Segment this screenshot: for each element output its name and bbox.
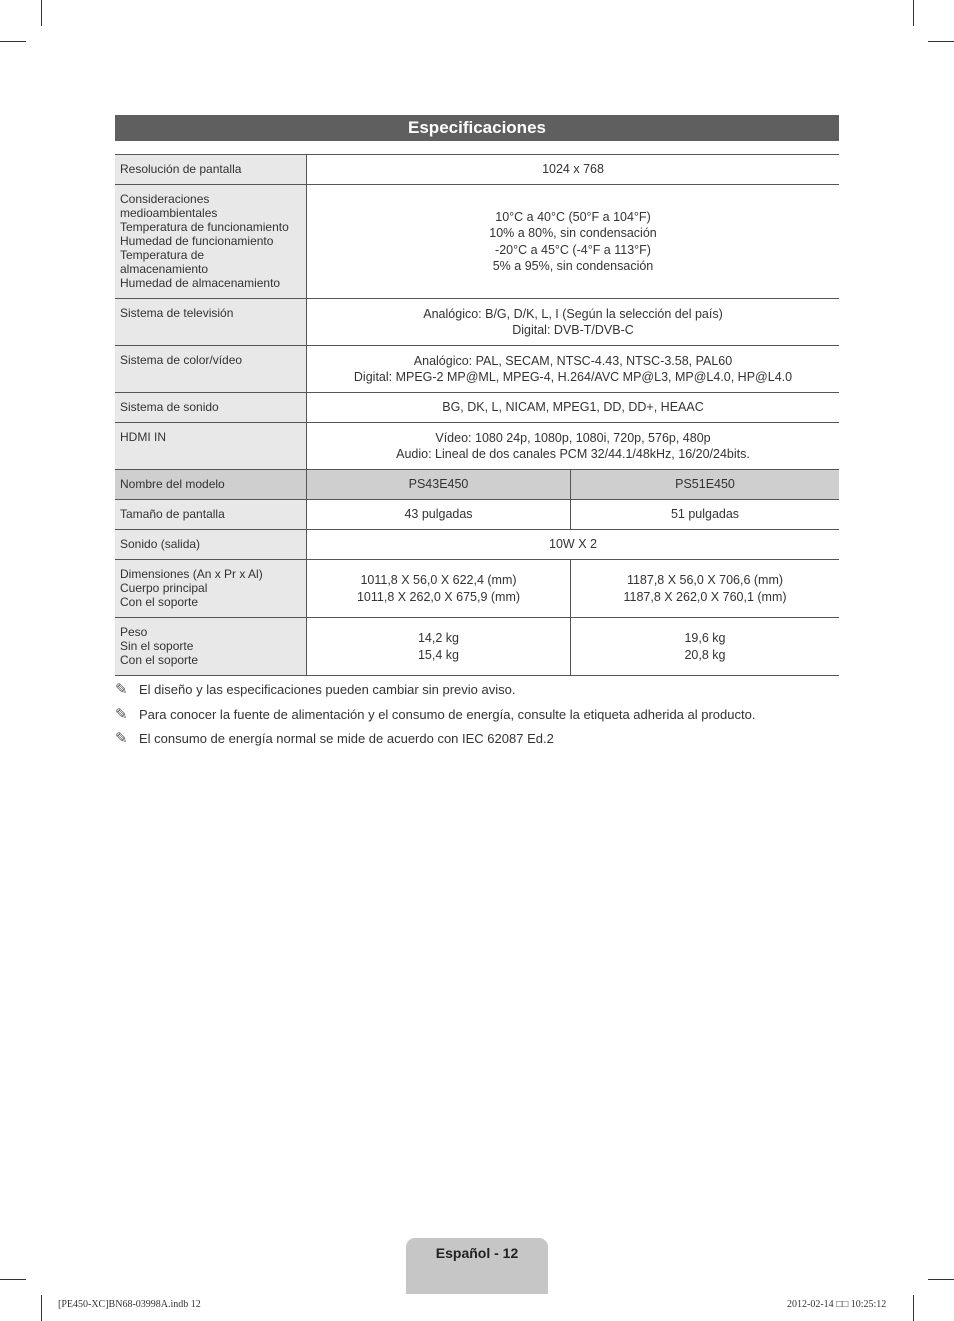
spec-value-line: Analógico: B/G, D/K, L, I (Según la selección del país) [423,306,723,321]
spec-value-line: PS43E450 [408,477,469,492]
spec-value-line: 1187,8 X 56,0 X 706,6 (mm) [626,573,784,587]
spec-label-line: Tamaño de pantalla [120,507,225,521]
spec-value [307,155,840,185]
spec-value [307,393,840,423]
spec-label-line: Cuerpo principal [120,581,208,595]
spec-value-line: 1011,8 X 262,0 X 675,9 (mm) [356,589,521,604]
table-row [115,346,839,393]
section-title: Especificaciones [115,115,839,141]
spec-label [115,423,307,470]
spec-label-line: almacenamiento [120,262,209,276]
spec-value-line: 15,4 kg [417,647,459,662]
note-item [115,680,839,705]
spec-label [115,560,307,618]
imprint-left: [PE450-XC]BN68-03998A.indb 12 [58,1299,201,1310]
crop-mark [913,0,914,26]
spec-label-line: Sistema de sonido [120,400,219,414]
table-row [115,560,839,618]
spec-value-line: 1011,8 X 56,0 X 622,4 (mm) [360,573,517,587]
crop-mark [41,1295,42,1321]
spec-value-line: 20,8 kg [684,647,726,662]
table-row [115,500,839,530]
spec-label [115,618,307,676]
model-a-value [307,618,571,676]
spec-label-line: Humedad de funcionamiento [120,234,274,248]
spec-label-line: Sin el soporte [120,639,194,653]
spec-label-line: Dimensiones (An x Pr x Al) [120,567,263,581]
spec-label-line: Sistema de televisión [120,306,234,320]
spec-value-line: PS51E450 [675,477,735,492]
spec-label-line: Sistema de color/vídeo [120,353,243,367]
spec-value-line: 10°C a 40°C (50°F a 104°F) [495,209,651,224]
spec-value-line: Audio: Lineal de dos canales PCM 32/44.1/48kHz, 16/20/24bits. [396,447,750,461]
model-b-value [571,618,840,676]
model-a-value [307,500,571,530]
model-b-value [571,470,840,500]
spec-value-line: Digital: MPEG-2 MP@ML, MPEG-4, H.264/AVC MP@L3, MP@L4.0, HP@L4.0 [353,370,793,384]
table-row [115,423,839,470]
spec-label [115,393,307,423]
model-b-value [571,560,840,618]
spec-value [307,185,840,299]
spec-value-line: Vídeo: 1080 24p, 1080p, 1080i, 720p, 576p, 480p [435,430,711,445]
crop-mark [0,1279,26,1280]
note-text: El diseño y las especificaciones pueden cambiar sin previo aviso. [139,682,516,697]
spec-value-line: 5% a 95%, sin condensación [492,259,654,273]
spec-label-line: Temperatura de funcionamiento [120,220,289,234]
table-row [115,618,839,676]
note-text: Para conocer la fuente de alimentación y el consumo de energía, consulte la etiqueta adherida al producto. [139,706,756,722]
spec-value [307,346,840,393]
spec-label [115,155,307,185]
crop-mark [41,0,42,26]
crop-mark [928,41,954,42]
model-b-value [571,500,840,530]
imprint-right: 2012-02-14 □□ 10:25:12 [787,1299,887,1310]
spec-label-line: Humedad de almacenamiento [120,276,281,290]
spec-value [307,299,840,346]
specifications-table [115,154,839,676]
spec-value-line: Analógico: PAL, SECAM, NTSC-4.43, NTSC-3.58, PAL60 [413,353,733,368]
model-header-row [115,470,839,500]
spec-label [115,185,307,299]
note-text: El consumo de energía normal se mide de acuerdo con IEC 62087 Ed.2 [139,731,554,746]
spec-value-line: BG, DK, L, NICAM, MPEG1, DD, DD+, HEAAC [442,400,704,415]
crop-mark [928,1279,954,1280]
table-row [115,530,839,560]
table-row [115,299,839,346]
spec-label [115,530,307,560]
notes-list [115,680,839,754]
spec-value-line: 51 pulgadas [670,507,740,522]
spec-value-line: 10% a 80%, sin condensación [489,226,657,240]
spec-label-line: Sonido (salida) [120,537,201,551]
spec-label [115,470,307,500]
pencil-note-icon: ✎ [115,681,128,698]
spec-label-line: Consideraciones [120,192,210,206]
model-a-value [307,470,571,500]
spec-value-line: 43 pulgadas [404,507,473,522]
spec-label-line: Con el soporte [120,595,199,609]
table-row [115,393,839,423]
spec-value-line: 14,2 kg [417,631,459,645]
spec-value-line: 10W X 2 [549,537,597,552]
model-a-value [307,560,571,618]
spec-label-line: Temperatura de [120,248,205,262]
spec-value-line: Digital: DVB-T/DVB-C [512,323,634,337]
spec-value-line: 1187,8 X 262,0 X 760,1 (mm) [623,589,787,604]
crop-mark [0,41,26,42]
pencil-note-icon: ✎ [115,730,128,747]
spec-label-line: medioambientales [120,206,218,220]
note-item [115,705,839,730]
page-number-tab [406,1238,548,1294]
spec-label-line: Con el soporte [120,653,199,667]
spec-label-line: Nombre del modelo [120,477,225,491]
note-item [115,729,839,754]
spec-label-line: Peso [120,625,148,639]
table-row [115,155,839,185]
spec-value-line: 19,6 kg [684,631,726,645]
spec-value [307,423,840,470]
spec-label-line: HDMI IN [120,430,166,444]
page-label: Español - 12 [435,1245,519,1261]
spec-value [307,530,840,560]
spec-label [115,346,307,393]
crop-mark [913,1295,914,1321]
spec-label [115,500,307,530]
spec-label [115,299,307,346]
spec-value-line: 1024 x 768 [542,162,604,177]
spec-value-line: -20°C a 45°C (-4°F a 113°F) [495,242,651,257]
table-row [115,185,839,299]
spec-label-line: Resolución de pantalla [120,162,242,176]
pencil-note-icon: ✎ [115,705,128,723]
